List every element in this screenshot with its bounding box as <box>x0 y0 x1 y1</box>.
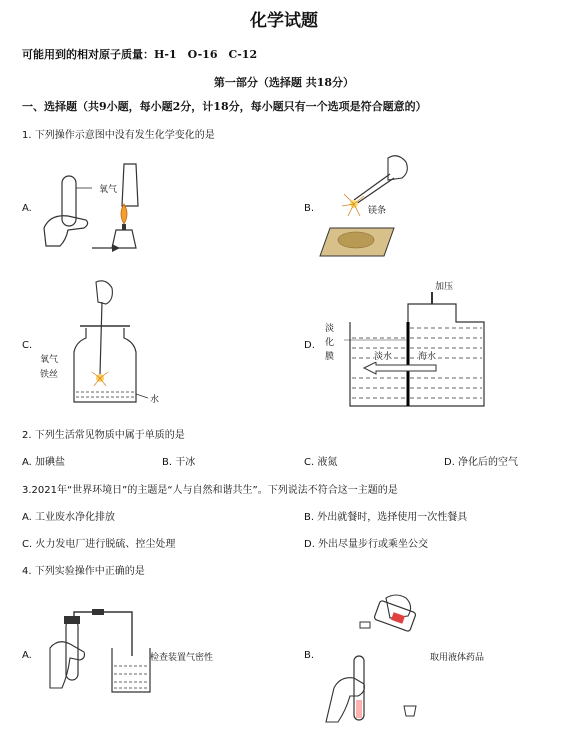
q3-option-b: B. 外出就餐时，选择使用一次性餐具 <box>304 512 468 523</box>
q4-option-a-letter: A. <box>22 650 32 661</box>
q3-option-a: A. 工业废水净化排放 <box>22 512 116 523</box>
q4-b-figure <box>320 592 430 727</box>
q1-c-figure <box>60 278 160 410</box>
q1-stem: 1. 下列操作示意图中没有发生化学变化的是 <box>22 130 215 141</box>
q1-option-c-letter: C. <box>22 340 33 351</box>
q1-b-label-mg: 镁条 <box>368 206 387 216</box>
q1-d-label-membrane: 淡化膜 <box>325 324 335 362</box>
q3-option-d: D. 外出尽量步行或乘坐公交 <box>304 539 429 550</box>
q2-stem: 2. 下列生活常见物质中属于单质的是 <box>22 430 185 441</box>
q1-c-label-wire: 铁丝 <box>40 370 59 380</box>
q2-option-d: D. 净化后的空气 <box>444 457 519 468</box>
q3-stem: 3.2021年“世界环境日”的主题是“人与自然和谐共生”。下列说法不符合这一主题的是 <box>22 485 398 496</box>
q4-a-figure <box>40 608 155 698</box>
q1-option-d-letter: D. <box>304 340 315 351</box>
q1-a-figure <box>40 158 160 258</box>
atomic-masses: 可能用到的相对原子质量：H-1 O-16 C-12 <box>22 48 258 61</box>
q4-a-caption: 检查装置气密性 <box>150 653 214 663</box>
q4-stem: 4. 下列实验操作中正确的是 <box>22 566 145 577</box>
q3-option-c: C. 火力发电厂进行脱硫、控尘处理 <box>22 539 176 550</box>
q1-d-label-sea: 海水 <box>418 349 436 362</box>
q1-c-label-oxygen: 氧气 <box>40 355 59 365</box>
q4-b-caption: 取用液体药品 <box>430 653 485 663</box>
page-title: 化学试题 <box>250 11 318 31</box>
section-heading: 一、选择题（共9小题，每小题2分，计18分，每小题只有一个选项是符合题意的） <box>22 100 427 113</box>
part-heading: 第一部分（选择题 共18分） <box>213 76 355 89</box>
q1-d-figure <box>340 292 490 410</box>
q4-option-b-letter: B. <box>304 650 315 661</box>
q1-option-b-letter: B. <box>304 203 315 214</box>
q2-option-b: B. 干冰 <box>162 457 196 468</box>
q1-option-a-letter: A. <box>22 203 32 214</box>
q1-a-label-oxygen: 氧气 <box>99 185 118 195</box>
q2-option-a: A. 加碘盐 <box>22 457 66 468</box>
q2-option-c: C. 液氮 <box>304 457 338 468</box>
q1-d-label-pressure: 加压 <box>435 282 454 292</box>
q1-d-label-fresh: 淡水 <box>374 349 392 362</box>
q1-c-label-water: 水 <box>150 395 160 405</box>
